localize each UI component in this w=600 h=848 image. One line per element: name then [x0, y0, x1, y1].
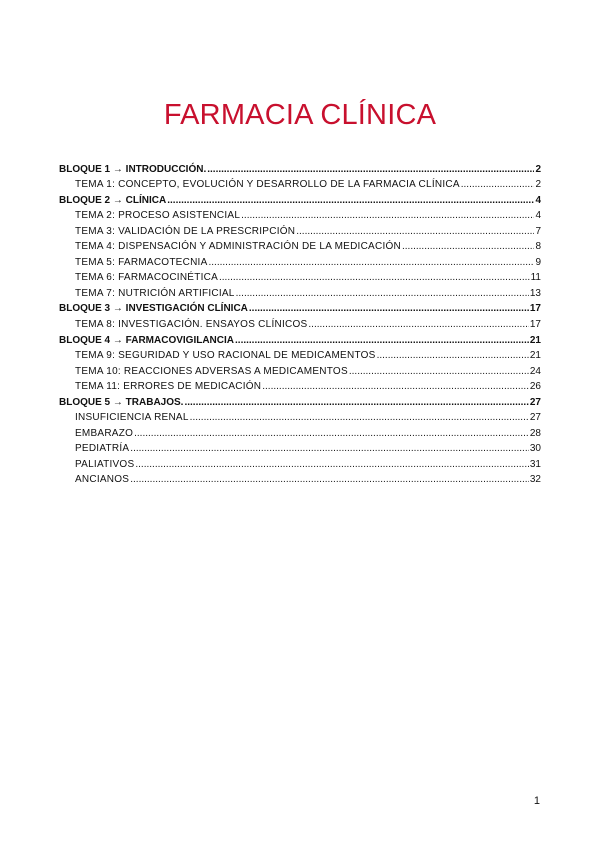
toc-entry-label: BLOQUE 2 → CLÍNICA	[59, 194, 167, 206]
toc-dot-leader	[135, 459, 529, 471]
toc-dot-leader	[184, 397, 528, 409]
toc-entry-page: 4	[535, 210, 541, 222]
toc-entry-label: TEMA 1: CONCEPTO, EVOLUCIÓN Y DESARROLLO DE LA FARMACIA CLÍNICA	[75, 179, 460, 191]
toc-dot-leader	[236, 288, 529, 300]
toc-entry-page: 32	[529, 474, 541, 486]
toc-topic-entry[interactable]	[59, 207, 541, 223]
toc-entry-label: BLOQUE 1 → INTRODUCCIÓN.	[59, 163, 207, 175]
toc-topic-entry[interactable]	[59, 315, 541, 331]
toc-entry-page: 7	[535, 225, 541, 237]
toc-topic-entry[interactable]	[59, 378, 541, 394]
toc-block-entry[interactable]	[59, 191, 541, 207]
toc-entry-page: 17	[529, 319, 541, 331]
toc-entry-page: 11	[530, 272, 541, 284]
toc-entry-page: 30	[529, 443, 541, 455]
toc-entry-label: TEMA 8: INVESTIGACIÓN. ENSAYOS CLÍNICOS	[75, 319, 308, 331]
toc-entry-label: BLOQUE 4 → FARMACOVIGILANCIA	[59, 334, 235, 346]
toc-entry-label: TEMA 4: DISPENSACIÓN Y ADMINISTRACIÓN DE LA MEDICACIÓN	[75, 241, 401, 253]
toc-dot-leader	[308, 319, 528, 331]
toc-dot-leader	[134, 428, 529, 440]
toc-entry-page: 26	[529, 381, 541, 393]
toc-entry-page: 27	[529, 396, 541, 408]
toc-dot-leader	[262, 381, 529, 393]
toc-dot-leader	[130, 443, 529, 455]
toc-entry-page: 31	[529, 458, 541, 470]
toc-dot-leader	[249, 303, 529, 315]
toc-block-entry[interactable]	[59, 160, 541, 176]
toc-entry-page: 8	[535, 241, 541, 253]
toc-topic-entry[interactable]	[59, 238, 541, 254]
toc-dot-leader	[130, 474, 529, 486]
table-of-contents	[59, 160, 541, 486]
page-number: 1	[533, 795, 540, 807]
toc-topic-entry[interactable]	[59, 176, 541, 192]
toc-entry-page: 13	[529, 287, 541, 299]
toc-entry-page: 9	[535, 256, 541, 268]
toc-entry-page: 2	[535, 179, 541, 191]
toc-entry-page: 2	[535, 163, 541, 175]
toc-topic-entry[interactable]	[59, 347, 541, 363]
toc-dot-leader	[461, 179, 535, 191]
toc-topic-entry[interactable]	[59, 269, 541, 285]
toc-topic-entry[interactable]	[59, 284, 541, 300]
toc-block-entry[interactable]	[59, 331, 541, 347]
toc-block-entry[interactable]	[59, 393, 541, 409]
toc-dot-leader	[377, 350, 529, 362]
toc-entry-label: INSUFICIENCIA RENAL	[75, 412, 189, 424]
toc-dot-leader	[235, 335, 529, 347]
toc-dot-leader	[241, 210, 534, 222]
toc-dot-leader	[402, 241, 534, 253]
toc-entry-page: 24	[529, 365, 541, 377]
toc-topic-entry[interactable]	[59, 253, 541, 269]
toc-entry-label: TEMA 11: ERRORES DE MEDICACIÓN	[75, 381, 262, 393]
toc-entry-page: 4	[535, 194, 541, 206]
toc-dot-leader	[209, 257, 535, 269]
toc-entry-label: PEDIATRÍA	[75, 443, 130, 455]
toc-entry-label: TEMA 2: PROCESO ASISTENCIAL	[75, 210, 241, 222]
toc-topic-entry[interactable]	[59, 471, 541, 487]
toc-entry-label: TEMA 5: FARMACOTECNIA	[75, 256, 208, 268]
toc-dot-leader	[190, 412, 529, 424]
toc-topic-entry[interactable]	[59, 424, 541, 440]
toc-topic-entry[interactable]	[59, 409, 541, 425]
toc-dot-leader	[349, 366, 529, 378]
toc-entry-label: TEMA 10: REACCIONES ADVERSAS A MEDICAMENTOS	[75, 365, 348, 377]
toc-entry-label: EMBARAZO	[75, 427, 134, 439]
toc-entry-label: PALIATIVOS	[75, 458, 135, 470]
toc-topic-entry[interactable]	[59, 440, 541, 456]
toc-topic-entry[interactable]	[59, 455, 541, 471]
toc-dot-leader	[296, 226, 534, 238]
toc-topic-entry[interactable]	[59, 362, 541, 378]
toc-dot-leader	[207, 164, 534, 176]
toc-entry-label: TEMA 3: VALIDACIÓN DE LA PRESCRIPCIÓN	[75, 225, 296, 237]
toc-dot-leader	[219, 272, 530, 284]
toc-entry-label: TEMA 6: FARMACOCINÉTICA	[75, 272, 218, 284]
document-title: FARMACIA CLÍNICA	[163, 99, 437, 131]
toc-entry-page: 21	[529, 350, 541, 362]
toc-dot-leader	[167, 195, 534, 207]
toc-entry-page: 27	[529, 412, 541, 424]
toc-topic-entry[interactable]	[59, 222, 541, 238]
toc-block-entry[interactable]	[59, 300, 541, 316]
toc-entry-label: TEMA 7: NUTRICIÓN ARTIFICIAL	[75, 287, 235, 299]
toc-entry-label: BLOQUE 5 → TRABAJOS.	[59, 396, 184, 408]
toc-entry-label: BLOQUE 3 → INVESTIGACIÓN CLÍNICA	[59, 303, 248, 315]
toc-entry-label: TEMA 9: SEGURIDAD Y USO RACIONAL DE MEDICAMENTOS	[75, 350, 376, 362]
toc-entry-page: 21	[529, 334, 541, 346]
toc-entry-page: 17	[529, 303, 541, 315]
toc-entry-label: ANCIANOS	[75, 474, 130, 486]
toc-entry-page: 28	[529, 427, 541, 439]
